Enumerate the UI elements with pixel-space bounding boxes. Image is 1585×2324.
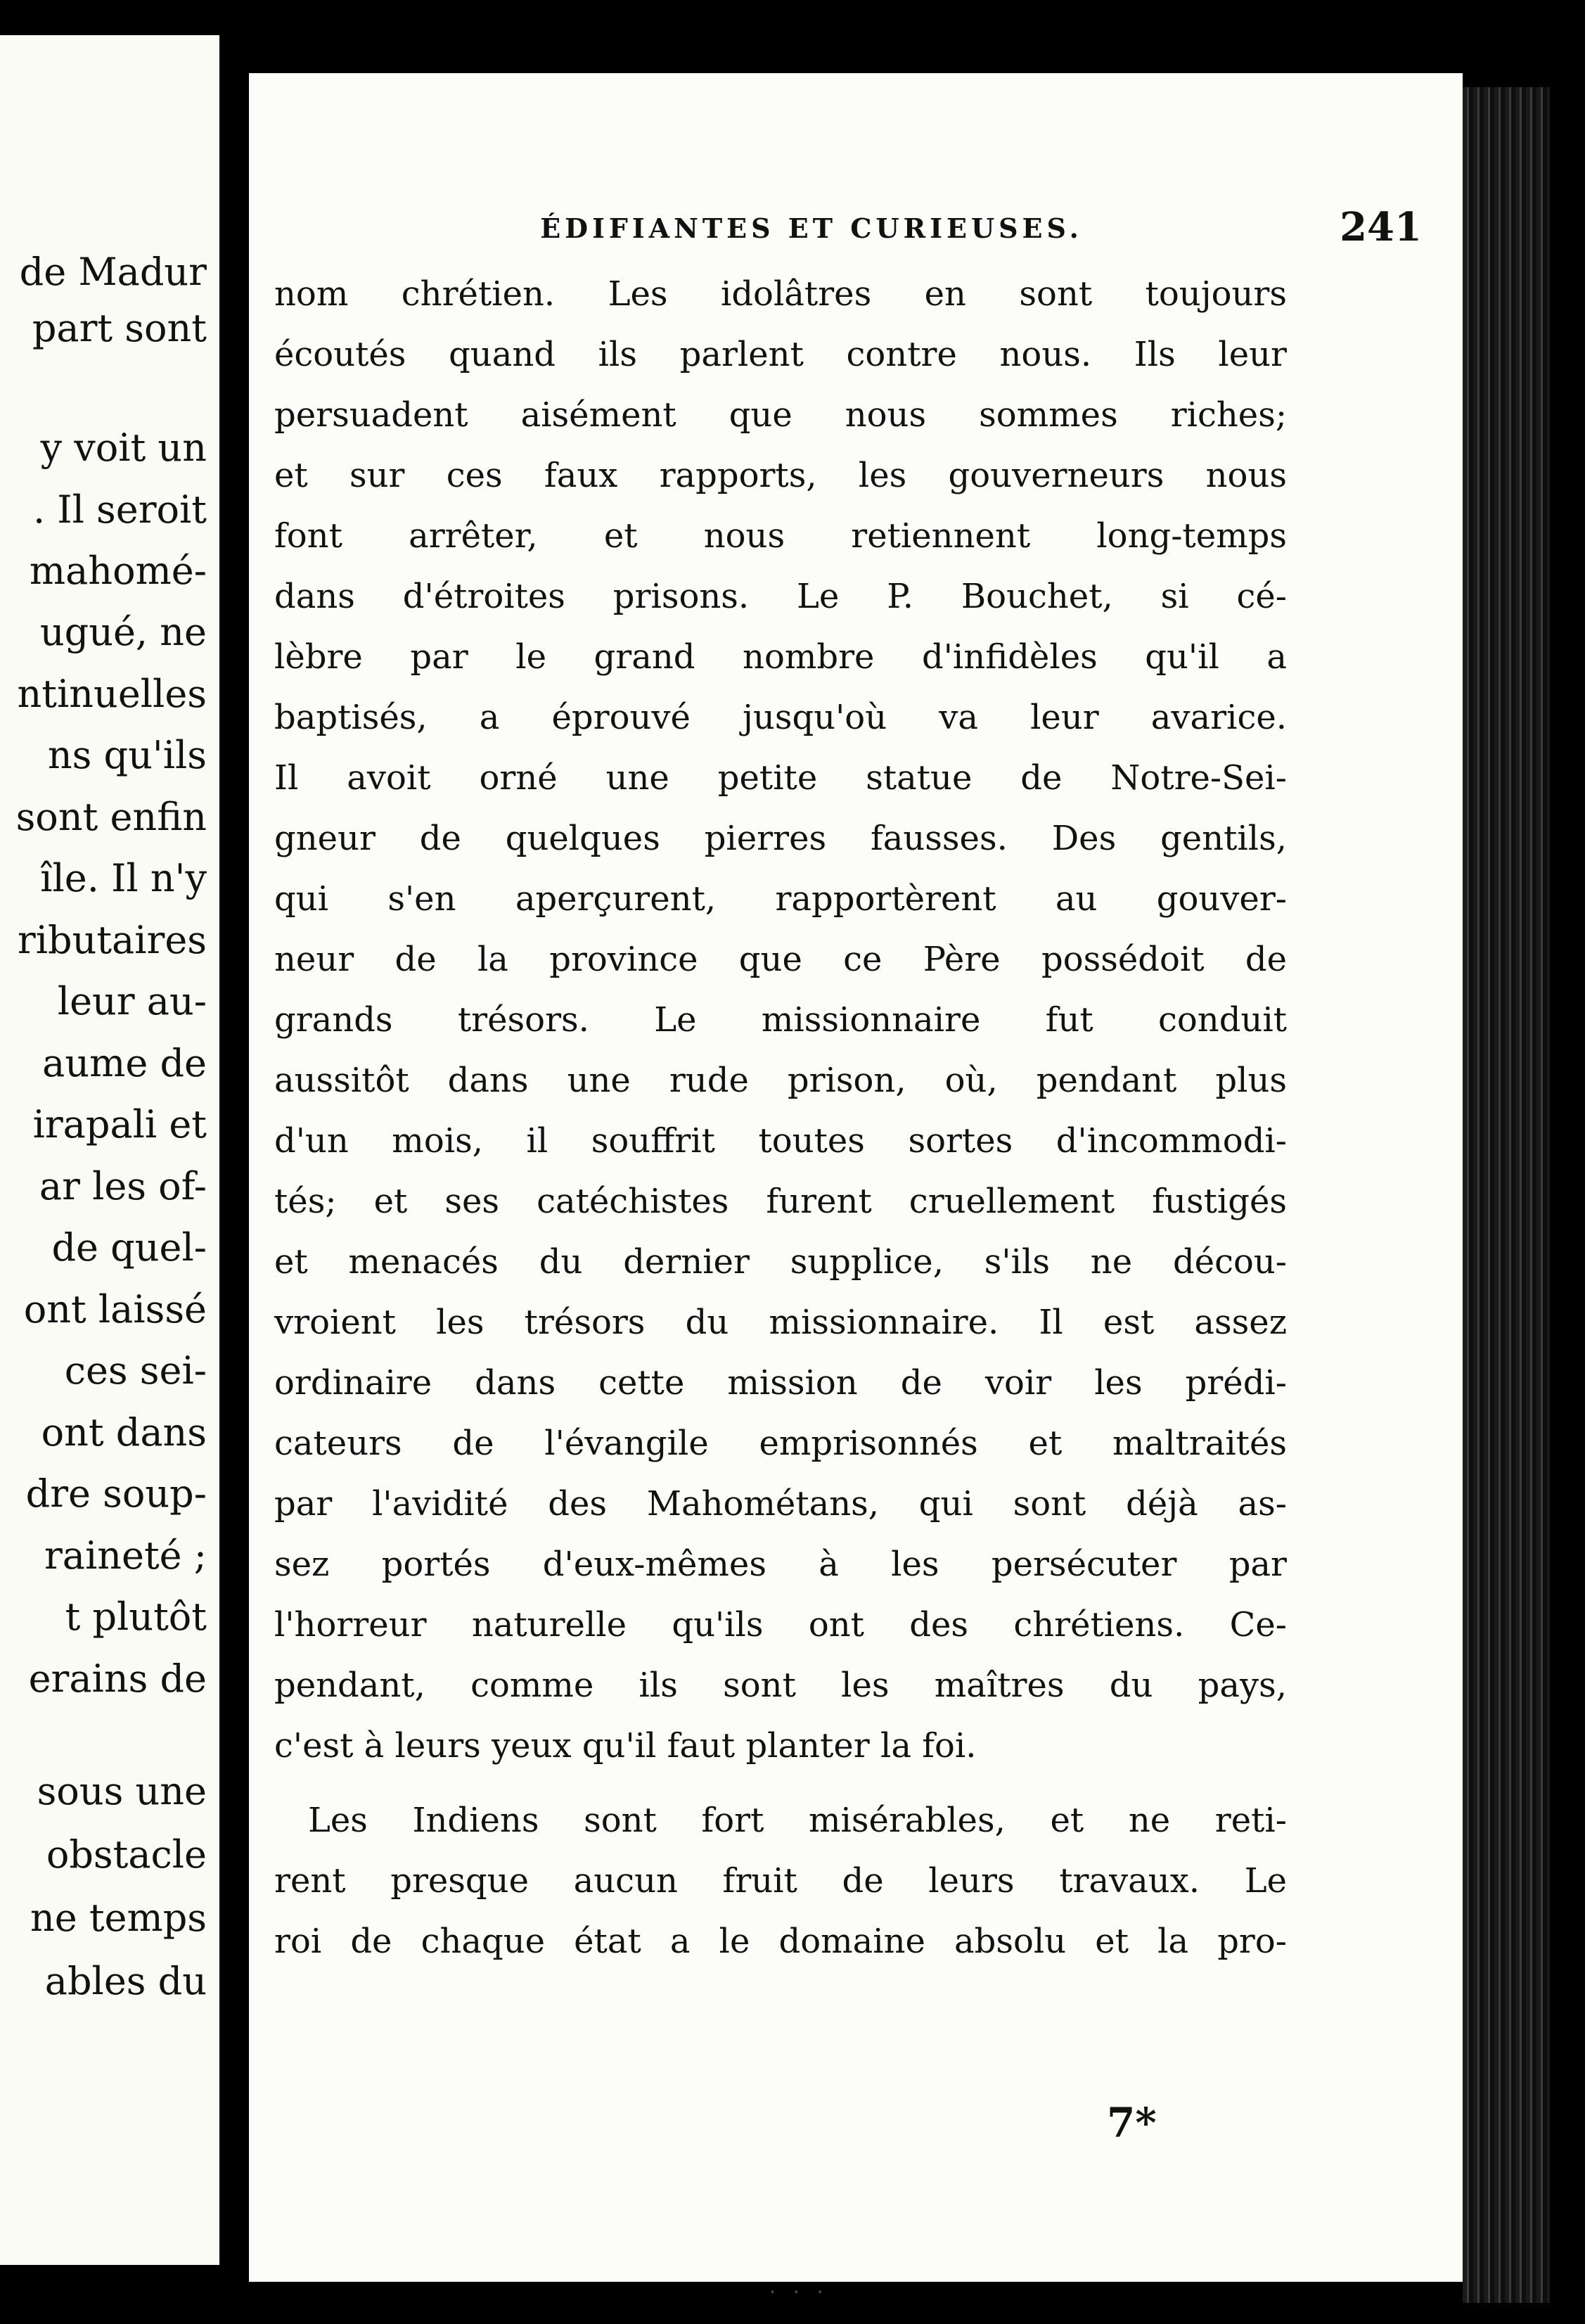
body-line: tés; et ses catéchistes furent cruellement fustigés: [274, 1182, 1287, 1221]
body-line: et sur ces faux rapports, les gouverneurs nous: [274, 456, 1287, 495]
left-page-line: y voit un: [40, 426, 207, 470]
body-line: rent presque aucun fruit de leurs travaux. Le: [274, 1861, 1287, 1901]
body-line: dans d'étroites prisons. Le P. Bouchet, si cé-: [274, 577, 1287, 616]
body-line: d'un mois, il souffrit toutes sortes d'incommodi-: [274, 1121, 1287, 1161]
body-line: gneur de quelques pierres fausses. Des gentils,: [274, 819, 1287, 858]
body-line: sez portés d'eux-mêmes à les persécuter par: [274, 1545, 1287, 1584]
left-page-line: ables du: [44, 1959, 207, 2003]
body-line: Les Indiens sont fort misérables, et ne reti-: [308, 1801, 1287, 1840]
right-page: [249, 73, 1463, 2304]
left-page-line: ces sei-: [64, 1348, 207, 1393]
body-line: lèbre par le grand nombre d'infidèles qu'il a: [274, 637, 1287, 677]
body-line: pendant, comme ils sont les maîtres du pays,: [274, 1666, 1287, 1705]
body-line: c'est à leurs yeux qu'il faut planter la foi.: [274, 1726, 977, 1766]
left-page-line: ributaires: [17, 918, 207, 962]
body-line: roi de chaque état a le domaine absolu et la pro-: [274, 1922, 1287, 1961]
left-page-line: île. Il n'y: [40, 856, 207, 900]
body-line: persuadent aisément que nous sommes riches;: [274, 395, 1287, 435]
left-page-line: sous une: [37, 1769, 207, 1813]
left-page-line: de Madur: [19, 250, 207, 294]
left-page-line: ntinuelles: [17, 672, 207, 716]
body-line: par l'avidité des Mahométans, qui sont déjà as-: [274, 1484, 1287, 1524]
body-line: font arrêter, et nous retiennent long-temps: [274, 516, 1287, 556]
left-page-line: . Il seroit: [32, 487, 207, 532]
body-line: écoutés quand ils parlent contre nous. Ils leur: [274, 335, 1287, 374]
left-page: [0, 35, 219, 2265]
book-gutter: [219, 0, 249, 2324]
left-page-line: ont dans: [41, 1410, 207, 1455]
left-page-line: ont laissé: [23, 1287, 207, 1332]
left-page-line: ar les of-: [39, 1164, 207, 1208]
body-line: vroient les trésors du missionnaire. Il est assez: [274, 1303, 1287, 1342]
body-line: et menacés du dernier supplice, s'ils ne décou-: [274, 1242, 1287, 1282]
body-line: l'horreur naturelle qu'ils ont des chrétiens. Ce-: [274, 1605, 1287, 1645]
page-edges: [1463, 87, 1550, 2303]
left-page-line: de quel-: [51, 1225, 207, 1270]
body-line: nom chrétien. Les idolâtres en sont toujours: [274, 274, 1287, 314]
left-page-line: ns qu'ils: [47, 733, 207, 777]
left-page-line: obstacle: [46, 1832, 207, 1877]
print-speckles: · · ·: [769, 2280, 829, 2304]
left-page-line: dre soup-: [25, 1471, 207, 1516]
body-line: grands trésors. Le missionnaire fut conduit: [274, 1000, 1287, 1040]
left-page-line: leur au-: [57, 979, 207, 1023]
left-page-line: raineté ;: [44, 1533, 207, 1578]
body-line: baptisés, a éprouvé jusqu'où va leur avarice.: [274, 698, 1287, 737]
running-head: ÉDIFIANTES ET CURIEUSES.: [540, 212, 1083, 244]
page-number: 241: [1340, 204, 1422, 250]
body-line: cateurs de l'évangile emprisonnés et maltraités: [274, 1424, 1287, 1463]
left-page-line: sont enfin: [15, 795, 207, 839]
left-page-line: aume de: [42, 1041, 207, 1085]
signature-mark: 7*: [1107, 2099, 1157, 2147]
left-page-line: t plutôt: [65, 1595, 207, 1639]
left-page-line: mahomé-: [29, 549, 207, 593]
left-page-line: ne temps: [30, 1896, 207, 1940]
body-line: qui s'en aperçurent, rapportèrent au gouver-: [274, 879, 1287, 919]
left-page-line: erains de: [28, 1656, 207, 1701]
left-page-line: irapali et: [32, 1102, 207, 1147]
body-line: ordinaire dans cette mission de voir les prédi-: [274, 1363, 1287, 1403]
left-page-line: part sont: [32, 306, 207, 350]
body-line: Il avoit orné une petite statue de Notre-Sei-: [274, 758, 1287, 798]
left-page-line: ugué, ne: [39, 610, 207, 654]
body-line: neur de la province que ce Père possédoit de: [274, 940, 1287, 979]
body-line: aussitôt dans une rude prison, où, pendant plus: [274, 1061, 1287, 1100]
